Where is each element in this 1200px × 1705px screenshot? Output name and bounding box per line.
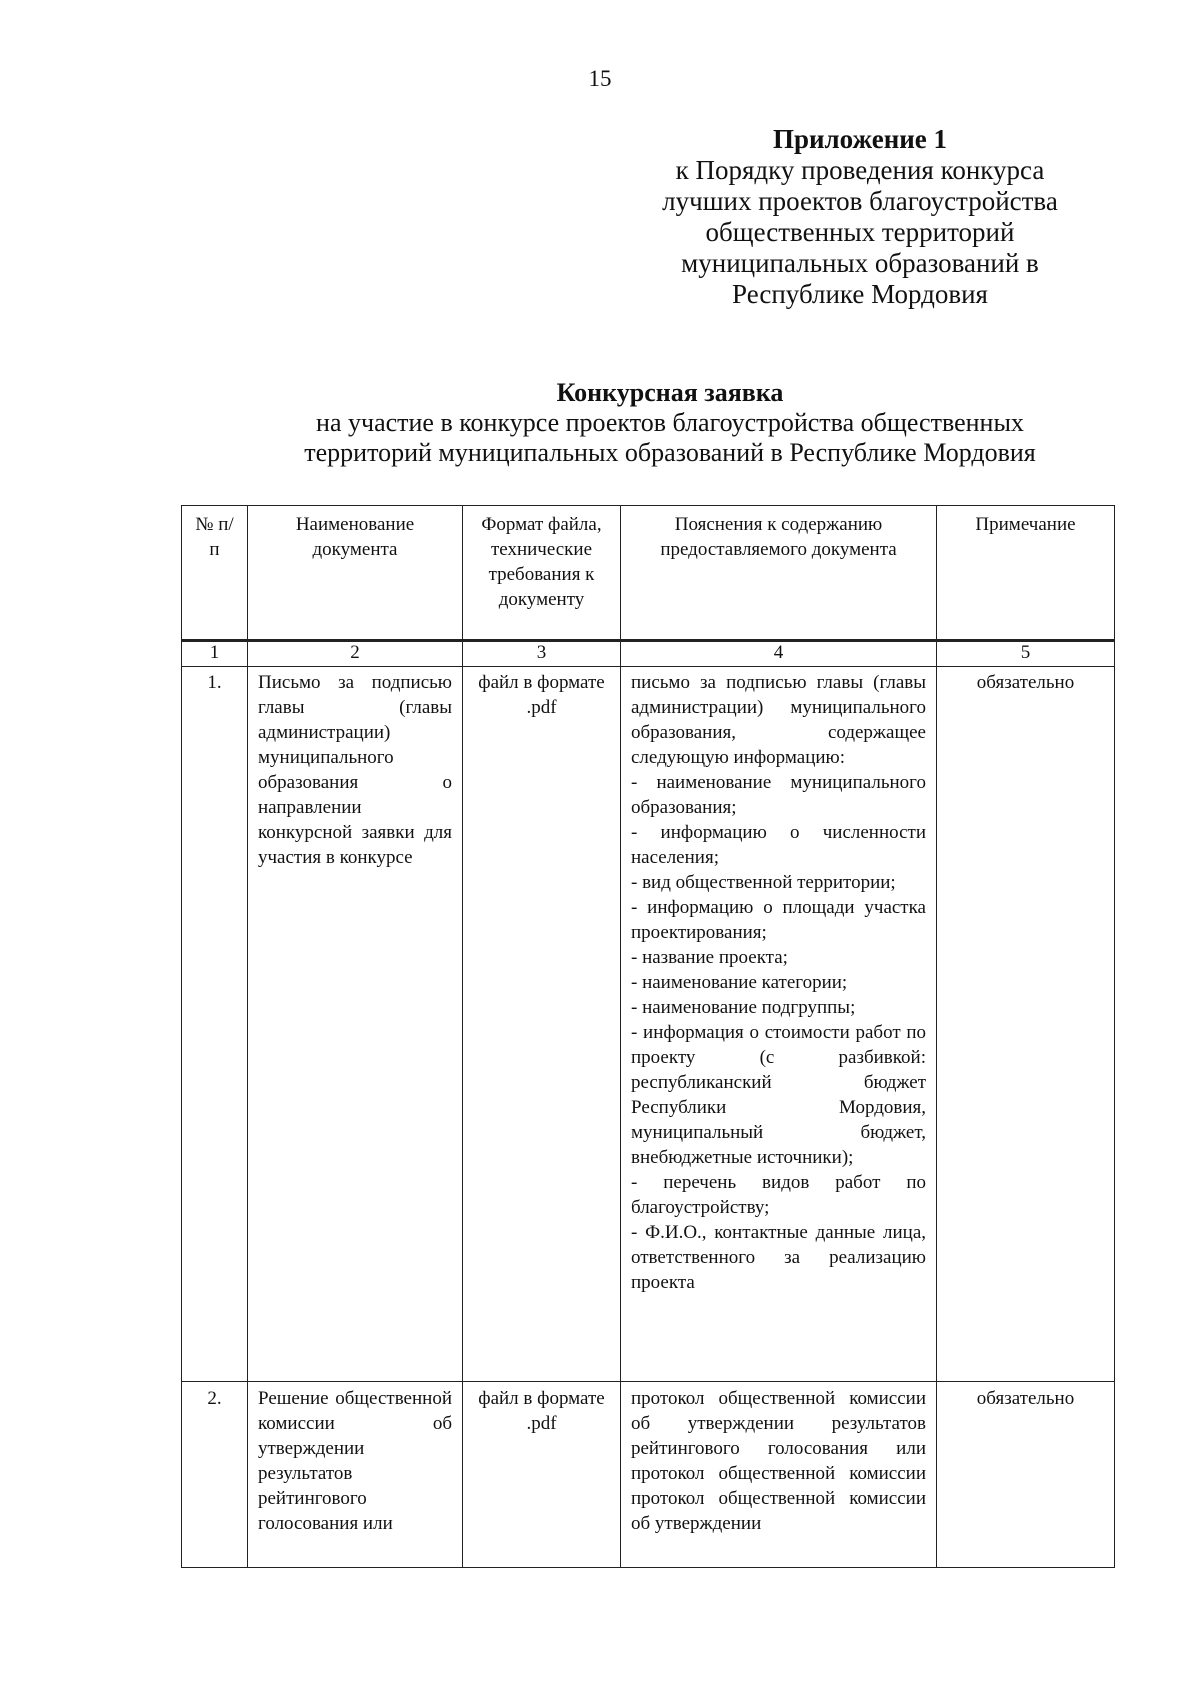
explanation-line: - информацию о численности населения;: [631, 822, 926, 869]
column-number: 1: [182, 641, 248, 667]
column-number: 2: [248, 641, 463, 667]
header-cell-number: № п/п: [182, 506, 248, 641]
document-name: Письмо за подписью главы (главы администрации) муниципального образования о направлении конкурсной заявки для участия в конкурсе: [248, 667, 463, 1382]
appendix-title: Приложение 1: [772, 124, 948, 154]
explanation-line: - Ф.И.О., контактные данные лица, ответственного за реализацию проекта: [631, 1222, 926, 1294]
appendix-block: [600, 124, 1120, 310]
requirement-note: обязательно: [937, 667, 1115, 1382]
explanation-line: - перечень видов работ по благоустройству;: [631, 1172, 926, 1219]
row-number: 2.: [182, 1382, 248, 1568]
explanation-line: - наименование подгруппы;: [631, 997, 856, 1019]
header-cell-note: Примечание: [937, 506, 1115, 641]
document-subtitle-line: территорий муниципальных образований в Республике Мордовия: [304, 438, 1036, 467]
explanation-line: - название проекта;: [631, 947, 788, 969]
column-number: 3: [463, 641, 621, 667]
page-number: 15: [588, 66, 612, 91]
explanation-line: письмо за подписью главы (главы администрации) муниципального образования, содержащее следующую информацию:: [631, 672, 926, 769]
column-number-row: [182, 641, 1115, 667]
header-cell-explanation: Пояснения к содержанию предоставляемого документа: [621, 506, 937, 641]
column-number: 5: [937, 641, 1115, 667]
appendix-line: муниципальных образований в: [681, 248, 1039, 278]
table-row: [182, 1382, 1115, 1568]
document-name: Решение общественной комиссии об утверждении результатов рейтингового голосования или: [248, 1382, 463, 1568]
document-explanation: [621, 667, 937, 1382]
table-row: [182, 667, 1115, 1382]
explanation-line: - наименование категории;: [631, 972, 848, 994]
header-cell-format: Формат файла, технические требования к документу: [463, 506, 621, 641]
requirement-note: обязательно: [937, 1382, 1115, 1568]
column-number: 4: [621, 641, 937, 667]
document-title: Конкурсная заявка: [556, 378, 784, 407]
row-number: 1.: [182, 667, 248, 1382]
explanation-line: протокол общественной комиссии об утверждении результатов рейтингового голосования или протокол общественной комиссии протокол общественной комиссии об утверждении: [631, 1388, 926, 1535]
explanation-line: - вид общественной территории;: [631, 872, 896, 894]
file-format: файл в формате .pdf: [463, 1382, 621, 1568]
requirements-table: [181, 505, 1115, 1568]
document-explanation: [621, 1382, 937, 1568]
explanation-line: - информацию о площади участка проектирования;: [631, 897, 926, 944]
appendix-line: лучших проектов благоустройства: [662, 186, 1058, 216]
explanation-line: - информация о стоимости работ по проекту (с разбивкой: республиканский бюджет Республики Мордовия, муниципальный бюджет, внебюджетные источники);: [631, 1022, 926, 1169]
document-subtitle-line: на участие в конкурсе проектов благоустройства общественных: [316, 408, 1024, 437]
appendix-line: к Порядку проведения конкурса: [675, 155, 1045, 185]
appendix-line: Республике Мордовия: [732, 279, 988, 309]
table-header-row: [182, 506, 1115, 641]
document-heading: [200, 378, 1140, 468]
explanation-line: - наименование муниципального образования;: [631, 772, 926, 819]
header-cell-name: Наименование документа: [248, 506, 463, 641]
file-format: файл в формате .pdf: [463, 667, 621, 1382]
appendix-line: общественных территорий: [705, 217, 1015, 247]
